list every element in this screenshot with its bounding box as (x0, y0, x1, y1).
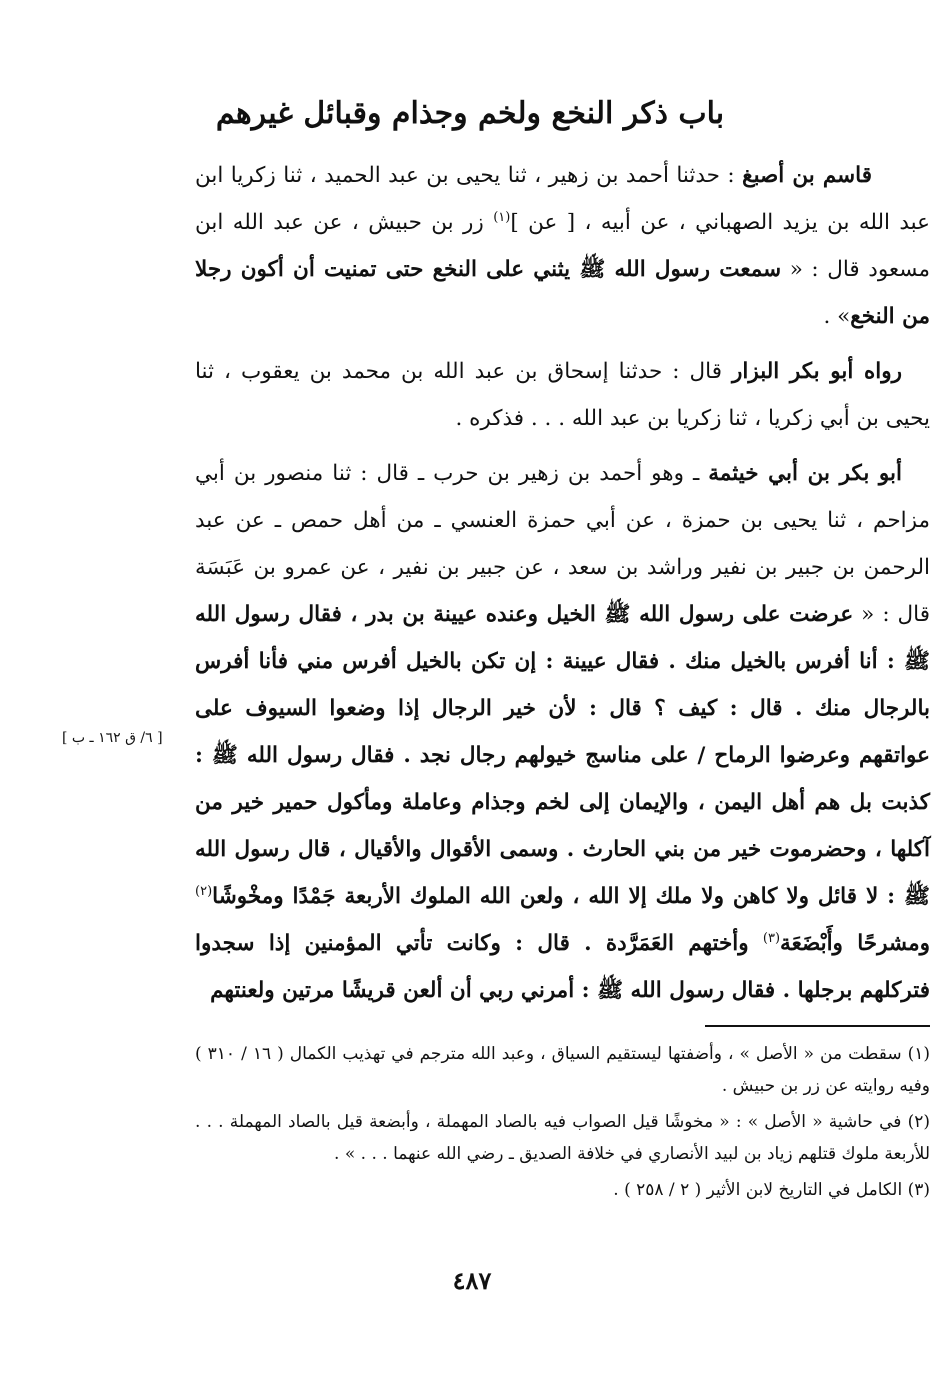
isnad-text: زر بن حبيش ، عن عبد الله ابن مسعود قال : « (195, 210, 930, 282)
hadith-text: عرضت على رسول الله ﷺ الخيل وعنده عيينة بن بدر ، فقال رسول الله ﷺ : أنا أفرس بالخيل منك . فقال عيينة : إن تكن بالخيل أفرس مني فأنا أفرس بالرجال منك . قال : كيف ؟ قال : لأن خير الرجال إذا وضعوا السيوف على عواتقهم وعرضوا الرماح / على مناسج خيولهم رجال نجد . فقال رسول الله ﷺ : كذبت بل هم أهل اليمن ، والإيمان إلى لخم وجذام وعاملة ومأكول حمير خير من آكلها ، وحضرموت خير من بني الحارث . وسمى الأقوال والأقيال ، قال رسول الله ﷺ : لا قائل ولا كاهن ولا ملك إلا الله ، ولعن الله الملوك الأربعة جَمْدًا ومخْوشًا (195, 602, 930, 909)
body-text (195, 152, 930, 1022)
page-number: ٤٨٧ (452, 1266, 492, 1295)
paragraph-1 (195, 152, 930, 340)
footnote-ref-3: (٣) (762, 930, 781, 946)
footnotes (195, 1038, 930, 1210)
isnad-text: قال : حدثنا إسحاق بن عبد الله بن محمد بن يعقوب ، ثنا يحيى بن أبي زكريا ، ثنا زكريا بن عبد الله . . . فذكره . (195, 359, 930, 431)
hadith-text: ومشرحًا وأَبْضَعَة (780, 931, 931, 956)
footnote-1: (١) سقطت من « الأصل » ، وأضفتها ليستقيم السياق ، وعبد الله مترجم في تهذيب الكمال ( ١٦ / ٣١٠ ) وفيه روايته عن زر بن حبيش . (195, 1044, 930, 1096)
footnote-ref-1: (١) (493, 209, 511, 225)
margin-reference: [ ٦/ ق ١٦٢ ـ ب ] (62, 730, 163, 746)
narrator-name: قاسم بن أصبغ (742, 163, 872, 188)
footnote-2: (٢) في حاشية « الأصل » : « مخوشًا قيل الصواب فيه بالصاد المهملة ، وأبضعة قيل بالصاد المهملة . . . للأربعة ملوك قتلهم زياد بن لبيد الأنصاري في خلافة الصديق ـ رضي الله عنهما . . . » . (195, 1112, 930, 1164)
footnote-divider (705, 1025, 930, 1027)
hadith-text: وأختهم العَمَرَّدة . قال : وكانت تأتي المؤمنين إذا سجدوا فتركلهم برجلها . فقال رسول الله ﷺ : أمرني ربي أن ألعن قريشًا مرتين ولعنتهم (195, 931, 930, 1003)
hadith-text: سمعت رسول الله ﷺ يثني على النخع حتى تمنيت أن أكون رجلا من النخع (195, 257, 930, 329)
paragraph-3 (195, 450, 930, 1014)
isnad-text: ـ وهو أحمد بن زهير بن حرب ـ قال : ثنا منصور بن أبي مزاحم ، ثنا يحيى بن حمزة ، عن أبي حمزة العنسي ـ من أهل حمص ـ عن عبد الرحمن بن جبير بن نفير وراشد بن سعد ، عن جبير بن نفير ، عن عمرو بن عَبَسَة قال : « (195, 461, 930, 627)
page-title: باب ذكر النخع ولخم وجذام وقبائل غيرهم (215, 96, 725, 131)
footnote-3: (٣) الكامل في التاريخ لابن الأثير ( ٢ / ٢٥٨ ) . (613, 1180, 930, 1200)
narrator-name: أبو بكر بن أبي خيثمة (708, 461, 902, 486)
footnote-ref-2: (٢) (195, 883, 213, 899)
isnad-text: : حدثنا أحمد بن زهير ، ثنا يحيى بن عبد الحميد ، ثنا زكريا ابن عبد الله بن يزيد الصهباني ، عن أبيه ، [ عن ] (195, 163, 930, 235)
narrator-name: رواه أبو بكر البزار (731, 359, 902, 384)
paragraph-2 (195, 348, 930, 442)
closing-text: » . (823, 304, 851, 329)
